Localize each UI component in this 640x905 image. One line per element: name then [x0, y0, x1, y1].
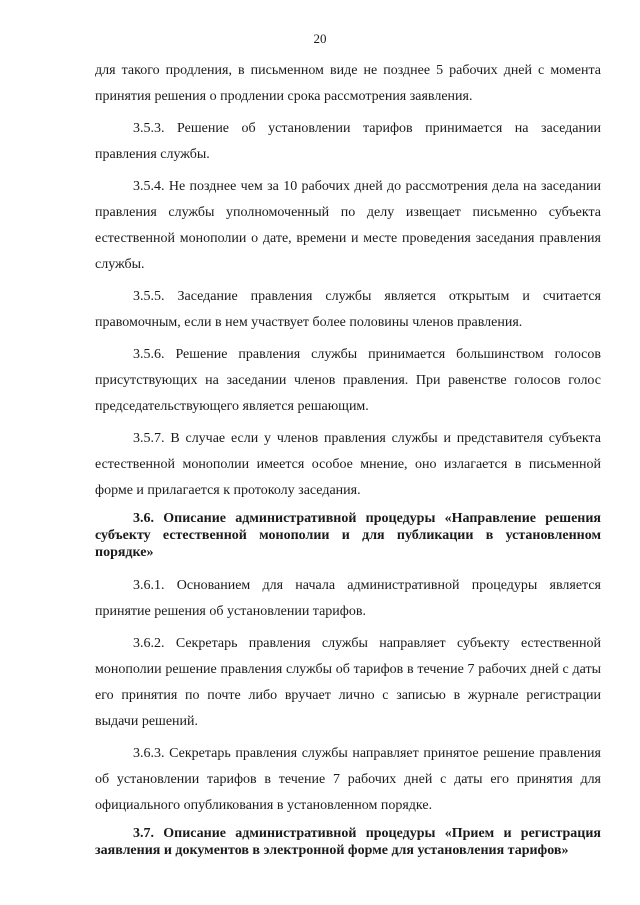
paragraph-3-6-2: 3.6.2. Секретарь правления службы направляет субъекту естественной монополии решение правления службы об тарифов в течение 7 рабочих дней с даты его принятия по почте либо вручает лично с записью в журнале регистрации выдачи решений.: [95, 636, 601, 729]
page-body: [95, 58, 601, 871]
paragraph-3-5-6: 3.5.6. Решение правления службы принимается большинством голосов присутствующих на заседании членов правления. При равенстве голосов голос председательствующего является решающим.: [95, 347, 601, 414]
paragraph-3-6-1: 3.6.1. Основанием для начала административной процедуры является принятие решения об установлении тарифов.: [95, 578, 601, 619]
paragraph-3-5-5: 3.5.5. Заседание правления службы является открытым и считается правомочным, если в нем участвует более половины членов правления.: [95, 289, 601, 330]
paragraph-3-6-3: 3.6.3. Секретарь правления службы направляет принятое решение правления об установлении тарифов в течение 7 рабочих дней с даты его принятия для официального опубликования в установленном порядке.: [95, 746, 601, 813]
section-heading-3-7: 3.7. Описание административной процедуры «Прием и регистрация заявления и документов в электронной форме для установления тарифов»: [95, 826, 601, 858]
paragraph-continuation: для такого продления, в письменном виде не позднее 5 рабочих дней с момента принятия решения о продлении срока рассмотрения заявления.: [95, 63, 601, 104]
page-number: 20: [313, 31, 327, 46]
section-heading-3-6: 3.6. Описание административной процедуры «Направление решения субъекту естественной монополии и для публикации в установленном порядке»: [95, 511, 601, 560]
paragraph-3-5-4: 3.5.4. Не позднее чем за 10 рабочих дней до рассмотрения дела на заседании правления службы уполномоченный по делу извещает письменно субъекта естественной монополии о дате, времени и месте проведения заседания правления службы.: [95, 179, 601, 272]
paragraph-3-5-3: 3.5.3. Решение об установлении тарифов принимается на заседании правления службы.: [95, 121, 601, 162]
paragraph-3-5-7: 3.5.7. В случае если у членов правления службы и представителя субъекта естественной монополии имеется особое мнение, оно излагается в письменной форме и прилагается к протоколу заседания.: [95, 431, 601, 498]
